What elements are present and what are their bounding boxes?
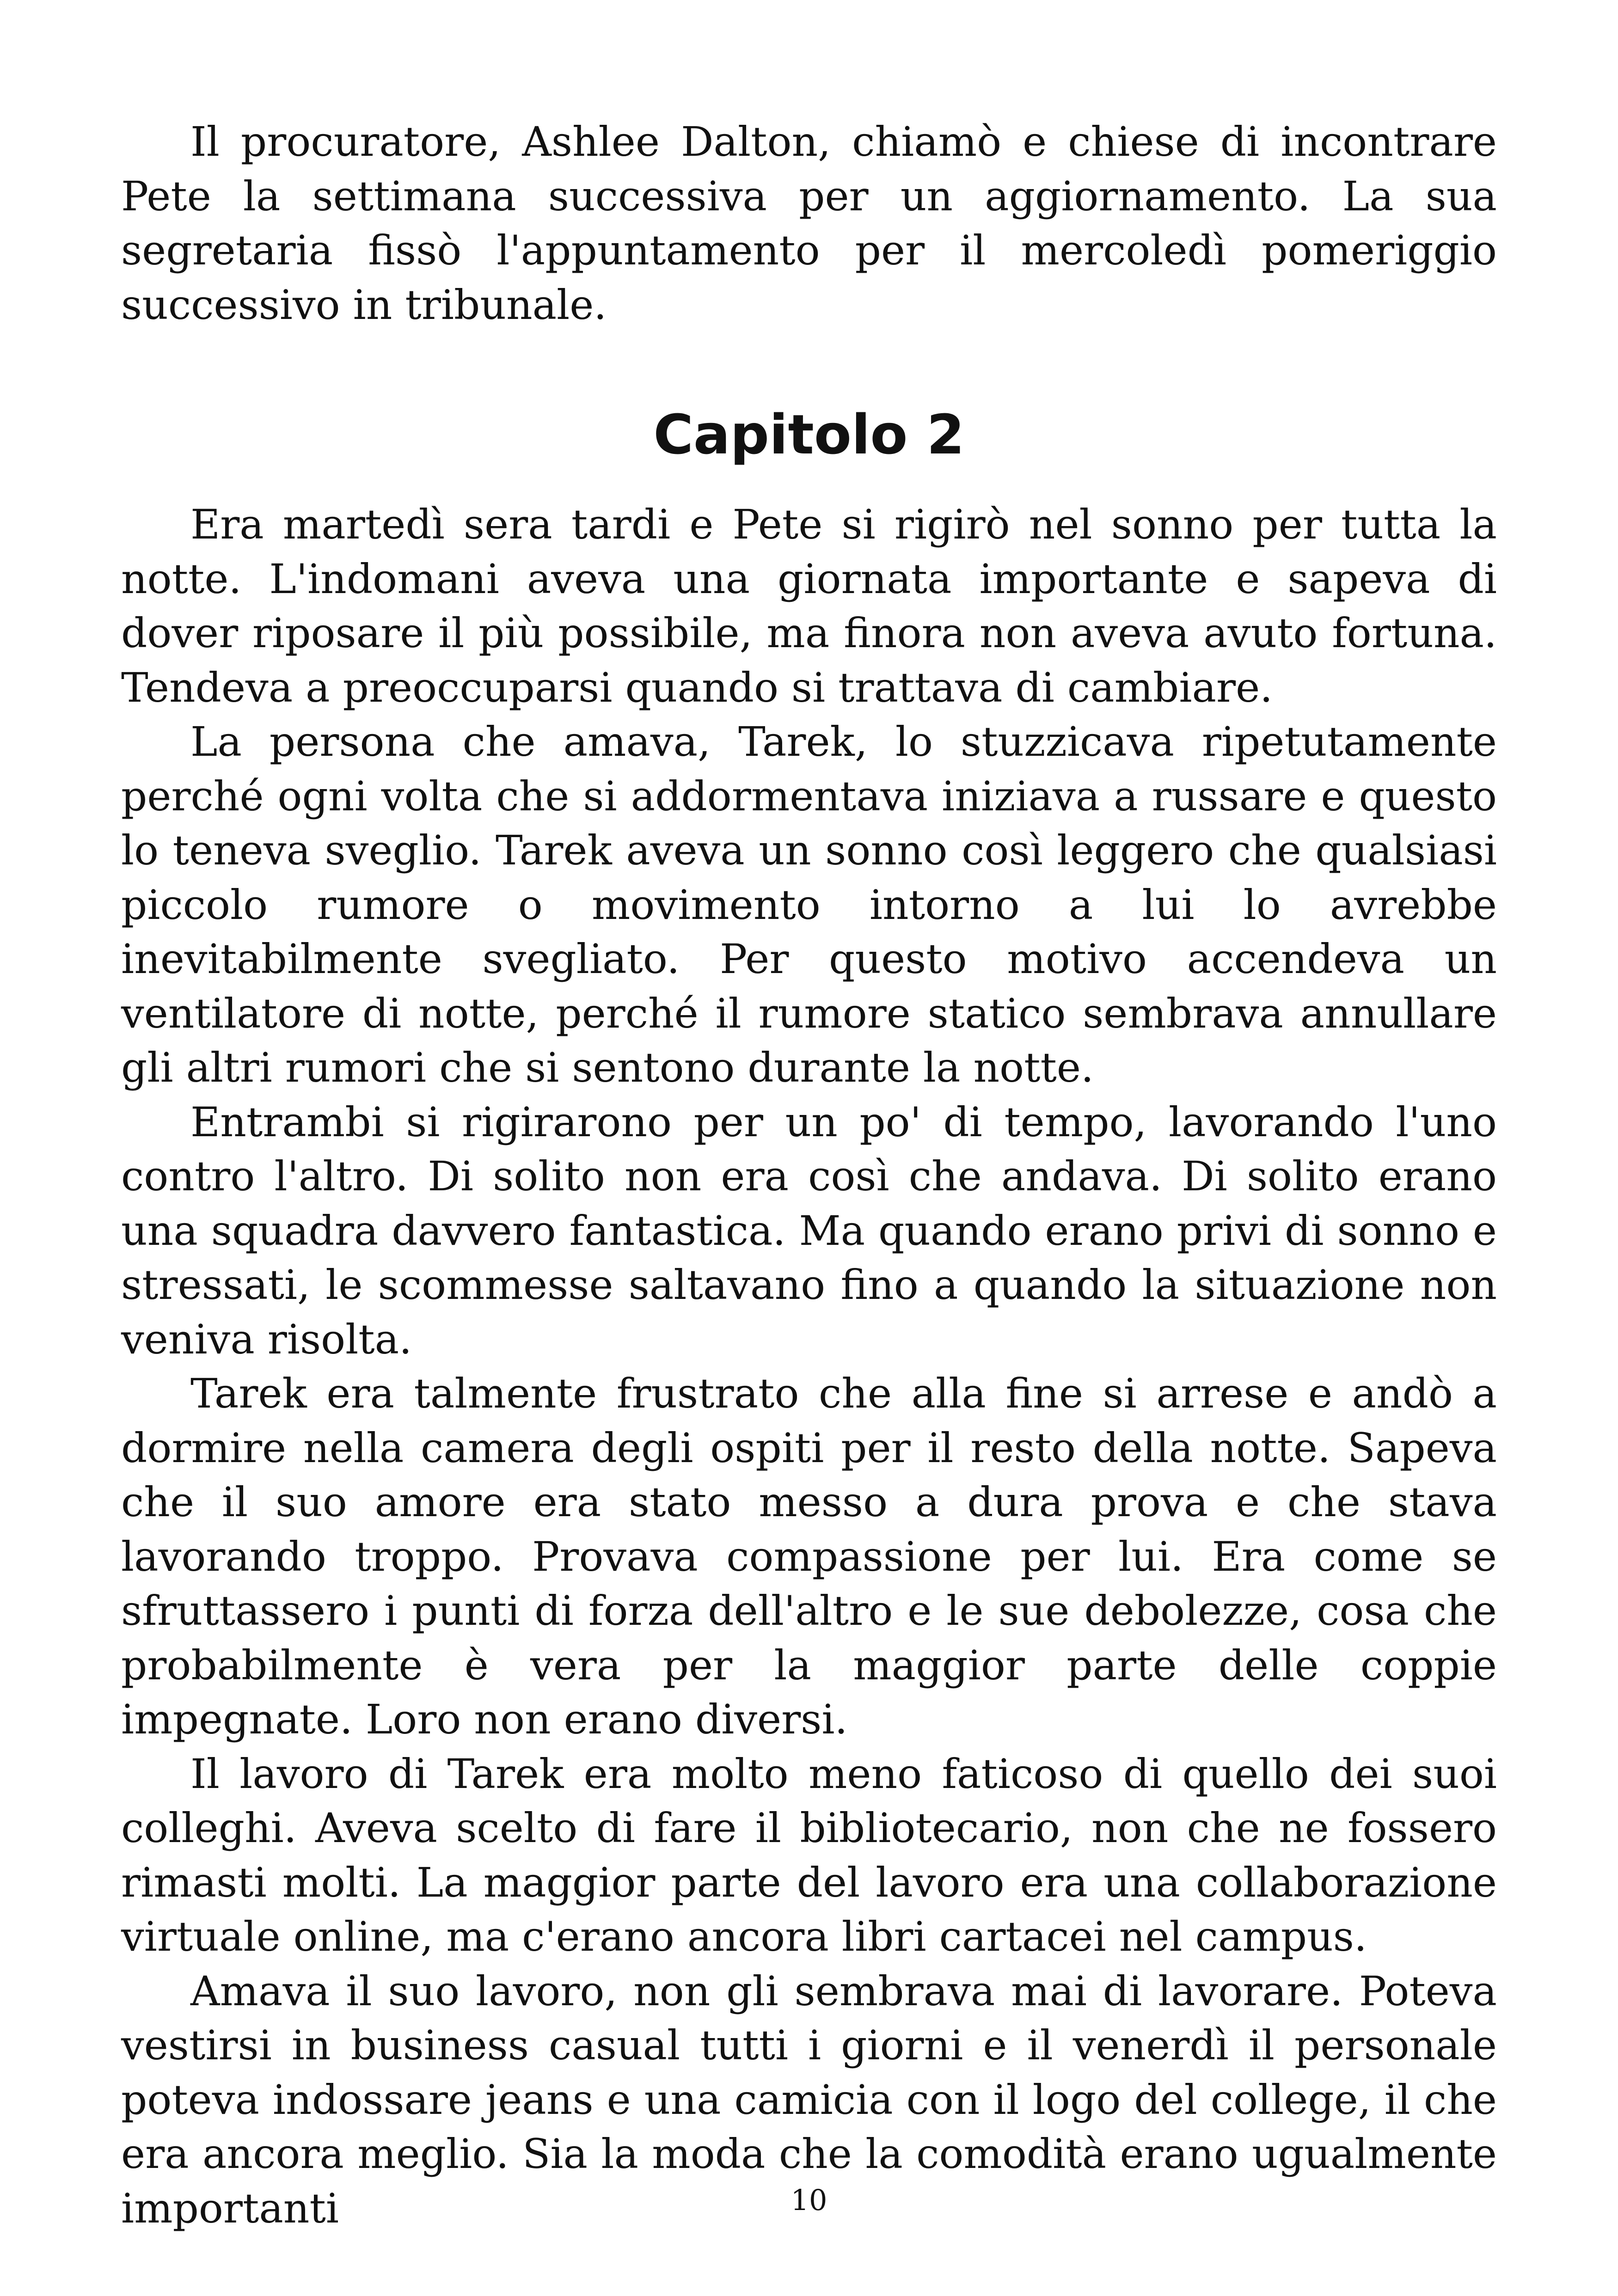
page-number: 10 (791, 2183, 827, 2217)
intro-paragraph: Il procuratore, Ashlee Dalton, chiamò e chiese di incontrare Pete la settimana successiva per un aggiornamento. La sua segretaria fissò l'appuntamento per il mercoledì pomeriggio successivo in tribunale. (121, 118, 1497, 329)
body-paragraph: La persona che amava, Tarek, lo stuzzicava ripetutamente perché ogni volta che si addormentava iniziava a russare e questo lo teneva sveglio. Tarek aveva un sonno così leggero che qualsiasi piccolo rumore o movimento intorno a lui lo avrebbe inevitabilmente svegliato. Per questo motivo accendeva un ventilatore di notte, perché il rumore statico sembrava annullare gli altri rumori che si sentono durante la notte. (121, 718, 1497, 1091)
body-paragraph: Entrambi si rigirarono per un po' di tempo, lavorando l'uno contro l'altro. Di solito non era così che andava. Di solito erano una squadra davvero fantastica. Ma quando erano privi di sonno e stressati, le scommesse saltavano fino a quando la situazione non veniva risolta. (121, 1098, 1497, 1363)
intro-text (121, 115, 1497, 332)
body-paragraph: Il lavoro di Tarek era molto meno faticoso di quello dei suoi colleghi. Aveva scelto di fare il bibliotecario, non che ne fossero rimasti molti. La maggior parte del lavoro era una collaborazione virtuale online, ma c'erano ancora libri cartacei nel campus. (121, 1750, 1497, 1960)
body-paragraph: Tarek era talmente frustrato che alla fine si arrese e andò a dormire nella camera degli ospiti per il resto della notte. Sapeva che il suo amore era stato messo a dura prova e che stava lavorando troppo. Provava compassione per lui. Era come se sfruttassero i punti di forza dell'altro e le sue debolezze, cosa che probabilmente è vera per la maggior parte delle coppie impegnate. Loro non erano diversi. (121, 1370, 1497, 1743)
chapter-heading: Capitolo 2 (653, 403, 965, 466)
chapter-body (121, 497, 1497, 2235)
body-paragraph: Amava il suo lavoro, non gli sembrava mai di lavorare. Poteva vestirsi in business casual tutti i giorni e il venerdì il personale poteva indossare jeans e una camicia con il logo del college, il che era ancora meglio. Sia la moda che la comodità erano ugualmente importanti (121, 1967, 1497, 2232)
body-paragraph: Era martedì sera tardi e Pete si rigirò nel sonno per tutta la notte. L'indomani aveva una giornata importante e sapeva di dover riposare il più possibile, ma finora non aveva avuto fortuna. Tendeva a preoccuparsi quando si trattava di cambiare. (121, 501, 1497, 711)
